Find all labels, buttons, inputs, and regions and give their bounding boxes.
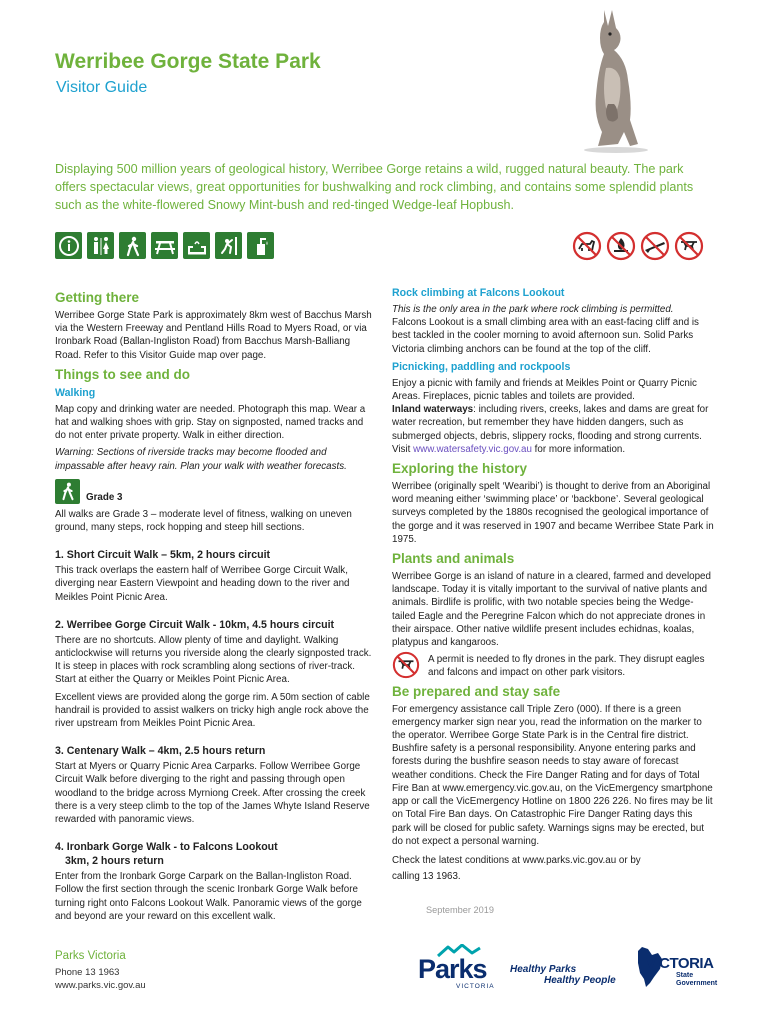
parks-victoria-logo — [418, 944, 498, 992]
right-column — [392, 286, 714, 887]
publication-date: September 2019 — [426, 905, 494, 915]
walking-heading: Walking — [55, 386, 96, 399]
things-heading: Things to see and do — [55, 366, 191, 382]
walk-2-text-2: Excellent views are provided along the gorge rim. A 50m section of cable handrail is provided to assist walkers on tricky high angle rock above the river upstream from Meikles Point Picnic Area. — [55, 691, 370, 730]
page-subtitle: Visitor Guide — [56, 79, 148, 96]
walk-4-subtitle: 3km, 2 hours return — [65, 855, 164, 868]
toilets-icon — [87, 232, 114, 259]
picnic-table-icon — [151, 232, 178, 259]
walk-2-text-1: There are no shortcuts. Allow plenty of time and daylight. Walking anticlockwise will returns you riverside along the clearly signposted track. It is steep in places with rock scrambling along sections of river-track. Start at either the Quarry or Meikles Point Picnic Area. — [55, 634, 372, 686]
walk-3-title: 3. Centenary Walk – 4km, 2.5 hours return — [55, 745, 266, 758]
walking-icon — [119, 232, 146, 259]
picnic-text: Enjoy a picnic with family and friends at Meikles Point or Quarry Picnic Areas. Fireplaces, picnic tables and toilets are provided. — [392, 377, 697, 403]
information-icon — [55, 232, 82, 259]
no-firearms-icon — [640, 231, 670, 261]
walk-1-text: This track overlaps the eastern half of Werribee Gorge Circuit Walk, diverging near Eastern Viewpoint and heading down to the river and Meikles Point Picnic Area. — [55, 565, 350, 603]
rock-climbing-italic: This is the only area in the park where rock climbing is permitted. — [392, 304, 674, 315]
walk-3-text: Start at Myers or Quarry Picnic Area Carparks. Follow Werribee Gorge Circuit Walk before diverging to the right and passing through open woodland to the bridge across Myrniong Creek. After crossing the creek there is a very steep climb to the top of the James Whyte Island Reserve rewarded with panoramic views. — [55, 761, 370, 826]
getting-there-heading: Getting there — [55, 290, 140, 305]
warning-text: Warning: Sections of riverside tracks may become flooded and impassable after heavy rain. Plan your walk with weather forecasts. — [55, 447, 347, 472]
picnic-heading: Picnicking, paddling and rockpools — [392, 360, 571, 373]
check-conditions-text: Check the latest conditions at www.parks.vic.gov.au or by — [392, 854, 641, 866]
walk-4-text: Enter from the Ironbark Gorge Carpark on the Ballan-Ingliston Road. Follow the first section through the scenic Ironbark Gorge Walk before turning right onto Falcons Lookout Walk. Panoramic views of the gorge and beyond are your reward on this excellent walk. — [55, 871, 362, 922]
victoria-logo-state: State — [676, 972, 694, 979]
safety-heading: Be prepared and stay safe — [392, 683, 561, 699]
waterways-label: Inland waterways — [392, 404, 474, 416]
kangaroo-image — [574, 8, 654, 154]
healthy-people-text: Healthy People — [544, 975, 616, 986]
picnic-shelter-icon — [183, 232, 210, 259]
drone-warning-icon — [392, 651, 420, 679]
plants-heading: Plants and animals — [392, 551, 515, 567]
waterways-end: for more information. — [531, 443, 626, 455]
waterways-text: : including rivers, creeks, lakes and dams are great for water recreation, but remember they have hidden dangers, such as submerged objects, debris, slippery rocks, flooding and strong currents. Visit — [392, 404, 709, 455]
parks-logo-subtext: VICTORIA — [456, 983, 495, 990]
intro-text: Displaying 500 million years of geological history, Werribee Gorge retains a wild, rugged natural beauty. The park offers spectacular views, great opportunities for bushwalking and rock climbing, and contains some splendid plants such as the white-flowered Snowy Mint-bush and red-tinged Wedge-leaf Hopbush. — [55, 162, 694, 213]
victoria-logo-text: VICTORIA — [646, 955, 714, 972]
rock-climbing-heading: Rock climbing at Falcons Lookout — [392, 287, 565, 299]
walk-1-title: 1. Short Circuit Walk – 5km, 2 hours circuit — [55, 549, 271, 562]
rock-climbing-icon — [215, 232, 242, 259]
grade-text: All walks are Grade 3 – moderate level of fitness, walking on uneven ground, many steps, rock hopping and steep hill sections. — [55, 508, 352, 534]
watersafety-link[interactable]: www.watersafety.vic.gov.au — [413, 443, 532, 455]
grade-walking-icon — [55, 479, 80, 504]
parks-logo-text: Parks — [418, 954, 487, 984]
getting-there-text: Werribee Gorge State Park is approximately 8km west of Bacchus Marsh via the Western Freeway and Pentland Hills Road to Myers Road, or via Ironbark Road (Ballan-Ingliston Road) from Bacchus Marsh-Balliang Road. Refer to this Visitor Guide map over page. — [55, 310, 372, 361]
no-fires-icon — [606, 231, 636, 261]
walk-2-title: 2. Werribee Gorge Circuit Walk - 10km, 4.5 hours circuit — [55, 618, 335, 631]
facility-icons — [55, 232, 274, 259]
footer-org-name: Parks Victoria — [55, 950, 126, 962]
no-dogs-icon — [572, 231, 602, 261]
victoria-logo-government: Government — [676, 980, 718, 987]
history-heading: Exploring the history — [392, 461, 528, 477]
footer-phone: Phone 13 1963 — [55, 967, 120, 978]
walking-text: Map copy and drinking water are needed. Photograph this map. Wear a hat and walking shoes with grip. Stay on signposted, named tracks and do not enter private property. Walk in either direction. — [55, 403, 366, 442]
calling-text: calling 13 1963. — [392, 871, 461, 883]
no-drones-icon — [674, 231, 704, 261]
plants-text: Werribee Gorge is an island of nature in a cleared, farmed and developed landscape. Today it is vitally important to the survival of native plants and animals. Birdlife is prolific, with two notable species being the Wedge-tailed Eagle and the Peregrine Falcon which do not appreciate drones in their airspace. Other native wildlife present includes echidnas, koalas, platypus and kangaroos. — [392, 571, 711, 649]
walk-4-title: 4. Ironbark Gorge Walk - to Falcons Lookout — [55, 841, 278, 854]
history-text: Werribee (originally spelt ‘Wearibi’) is thought to derive from an Aboriginal word meaning either ‘swimming place’ or ‘backbone’. Several geological surveys completed by the 1880s recognised the geological importance of the gorge and it was reserved in 1907 and became Werribee State Park in 1975. — [392, 481, 714, 545]
drinking-water-icon — [247, 232, 274, 259]
rock-climbing-text: Falcons Lookout is a small climbing area with an east-facing cliff and is best tackled in the cooler morning to avoid afternoon sun. Solid Parks Victoria climbing anchors can be found at the top of the cliff. — [392, 317, 699, 355]
waterways-paragraph — [392, 403, 714, 456]
footer-website[interactable]: www.parks.vic.gov.au — [55, 980, 146, 991]
left-column — [55, 287, 375, 927]
grade-label: Grade 3 — [86, 491, 123, 503]
healthy-parks-text: Healthy Parks — [510, 964, 577, 975]
safety-text: For emergency assistance call Triple Zero (000). If there is a green emergency marker sign near you, read the information on the marker to the operator. Werribee Gorge State Park is in the Central fire district. Bushfire safety is a personal responsibility. Anyone entering parks and forests during the bushfire season needs to stay aware of forecast weather conditions. Check the Fire Danger Rating and for days of Total Fire Ban at www.emergency.vic.gov.au, on the VicEmergency smartphone app or call the VicEmergency Hotline on 1800 226 226. No fires may be lit on Total Fire Ban days. On Catastrophic Fire Danger Rating days this park will be closed for public safety. Warnings signs may be erected, but do not expect a personal warning. — [392, 703, 713, 847]
drone-text: A permit is needed to fly drones in the park. They disrupt eagles and falcons and impact on other park visitors. — [428, 654, 705, 679]
restriction-icons — [572, 231, 704, 261]
page-title: Werribee Gorge State Park — [55, 50, 321, 73]
